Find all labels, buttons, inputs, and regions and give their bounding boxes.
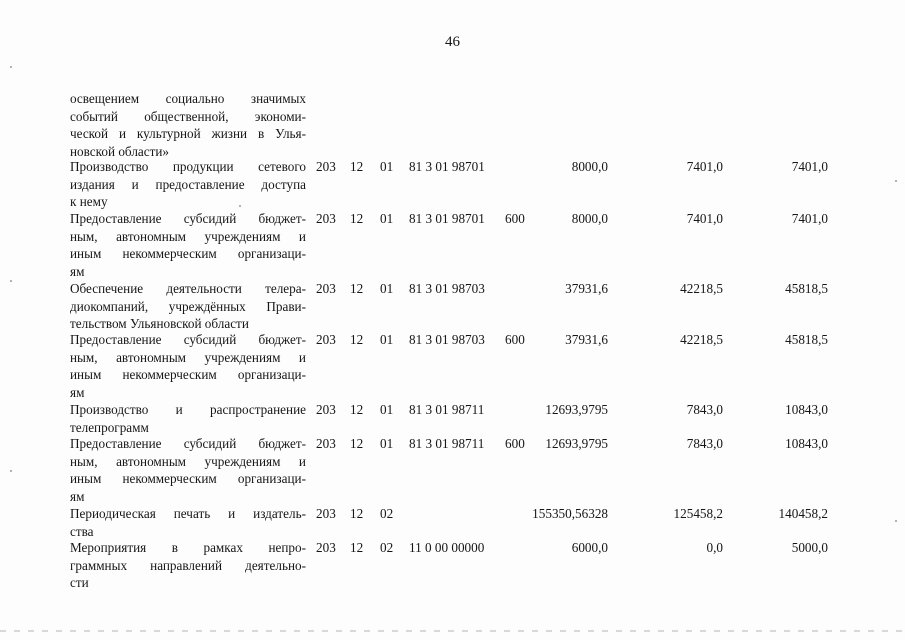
row-name — [70, 539, 306, 592]
target-article-code: 81 3 01 98701 — [409, 211, 485, 226]
section-code: 12 — [350, 159, 364, 174]
row-name-line: Мероприятия в рамках непро- — [70, 540, 306, 555]
amount-year-3: 140458,2 — [778, 506, 828, 521]
row-name — [70, 435, 306, 505]
row-name-line: иным некоммерческим организаци- — [70, 246, 306, 261]
row-name-line: Производство и распространение — [70, 402, 306, 417]
dept-code: 203 — [316, 332, 336, 347]
row-name — [70, 505, 306, 540]
row-name-line: сти — [70, 575, 89, 590]
row-name-line: ческой и культурной жизни в Улья- — [70, 126, 306, 141]
subsection-code: 01 — [380, 281, 394, 296]
amount-year-3: 10843,0 — [785, 402, 828, 417]
target-article-code: 81 3 01 98701 — [409, 159, 485, 174]
row-name-line: иным некоммерческим организаци- — [70, 471, 306, 486]
section-code: 12 — [350, 436, 364, 451]
amount-year-1: 12693,9795 — [545, 402, 608, 417]
dept-code: 203 — [316, 540, 336, 555]
row-name-line: Периодическая печать и издатель- — [70, 506, 306, 521]
amount-year-1: 6000,0 — [571, 540, 608, 555]
row-name-line: граммных направлений деятельно- — [70, 557, 306, 573]
subsection-code: 01 — [380, 211, 394, 226]
amount-year-2: 125458,2 — [673, 506, 723, 521]
subsection-code: 01 — [380, 402, 394, 417]
page-number: 46 — [445, 34, 460, 50]
amount-year-3: 5000,0 — [791, 540, 828, 555]
row-name-line: ям — [70, 488, 85, 504]
amount-year-2: 0,0 — [706, 540, 723, 555]
row-name-line: издания и предоставление доступа — [70, 176, 306, 192]
row-name-line: диокомпаний, учреждённых Прави- — [70, 298, 306, 314]
dept-code: 203 — [316, 506, 336, 521]
row-name-line: событий общественной, экономи- — [70, 108, 306, 124]
subsection-code: 02 — [380, 506, 394, 521]
amount-year-1: 8000,0 — [571, 159, 608, 174]
amount-year-3: 10843,0 — [785, 436, 828, 451]
amount-year-2: 42218,5 — [680, 281, 723, 296]
amount-year-1: 37931,6 — [565, 281, 608, 296]
scan-artifact — [239, 205, 241, 207]
row-name-line: к нему — [70, 194, 108, 209]
row-name-line: телепрограмм — [70, 419, 149, 435]
row-name-line: ным, автономным учреждениям и — [70, 228, 306, 244]
row-name — [70, 90, 306, 160]
row-name — [70, 210, 306, 280]
target-article-code: 81 3 01 98703 — [409, 332, 485, 347]
row-name-line: ства — [70, 523, 94, 539]
row-name — [70, 158, 306, 211]
row-name-line: ным, автономным учреждениям и — [70, 453, 306, 469]
row-name-line: Обеспечение деятельности телера- — [70, 281, 306, 296]
section-code: 12 — [350, 332, 364, 347]
scan-artifact — [10, 470, 12, 472]
expense-type-code: 600 — [505, 332, 525, 347]
row-name-line: тельством Ульяновской области — [70, 316, 249, 331]
scan-artifact — [10, 280, 12, 282]
row-name — [70, 280, 306, 333]
subsection-code: 02 — [380, 540, 394, 555]
scan-artifact — [895, 520, 897, 522]
row-name-line: Производство продукции сетевого — [70, 159, 306, 174]
row-name-line: иным некоммерческим организаци- — [70, 367, 306, 382]
target-article-code: 11 0 00 00000 — [409, 540, 485, 555]
amount-year-2: 7843,0 — [686, 402, 723, 417]
amount-year-3: 7401,0 — [791, 159, 828, 174]
row-name-line: новской области» — [70, 143, 170, 159]
amount-year-2: 7401,0 — [686, 159, 723, 174]
amount-year-2: 42218,5 — [680, 332, 723, 347]
subsection-code: 01 — [380, 159, 394, 174]
dept-code: 203 — [316, 159, 336, 174]
scan-artifact — [10, 66, 12, 68]
target-article-code: 81 3 01 98703 — [409, 281, 485, 296]
subsection-code: 01 — [380, 332, 394, 347]
section-code: 12 — [350, 402, 364, 417]
expense-type-code: 600 — [505, 211, 525, 226]
amount-year-3: 45818,5 — [785, 332, 828, 347]
amount-year-3: 7401,0 — [791, 211, 828, 226]
row-name — [70, 401, 306, 436]
section-code: 12 — [350, 506, 364, 521]
dept-code: 203 — [316, 436, 336, 451]
row-name-line: ям — [70, 384, 85, 400]
amount-year-3: 45818,5 — [785, 281, 828, 296]
expense-type-code: 600 — [505, 436, 525, 451]
amount-year-1: 155350,56328 — [532, 506, 608, 521]
dept-code: 203 — [316, 402, 336, 417]
scan-artifact — [895, 180, 897, 182]
row-name-line: освещением социально значимых — [70, 91, 306, 106]
row-name-line: ям — [70, 263, 85, 279]
amount-year-1: 8000,0 — [571, 211, 608, 226]
row-name — [70, 331, 306, 401]
row-name-line: Предоставление субсидий бюджет- — [70, 211, 306, 226]
dept-code: 203 — [316, 281, 336, 296]
subsection-code: 01 — [380, 436, 394, 451]
row-name-line: Предоставление субсидий бюджет- — [70, 332, 306, 347]
amount-year-1: 12693,9795 — [545, 436, 608, 451]
amount-year-1: 37931,6 — [565, 332, 608, 347]
row-name-line: Предоставление субсидий бюджет- — [70, 436, 306, 451]
amount-year-2: 7401,0 — [686, 211, 723, 226]
target-article-code: 81 3 01 98711 — [409, 436, 485, 451]
section-code: 12 — [350, 281, 364, 296]
amount-year-2: 7843,0 — [686, 436, 723, 451]
scan-edge — [0, 630, 905, 632]
section-code: 12 — [350, 211, 364, 226]
section-code: 12 — [350, 540, 364, 555]
row-name-line: ным, автономным учреждениям и — [70, 349, 306, 365]
target-article-code: 81 3 01 98711 — [409, 402, 485, 417]
dept-code: 203 — [316, 211, 336, 226]
